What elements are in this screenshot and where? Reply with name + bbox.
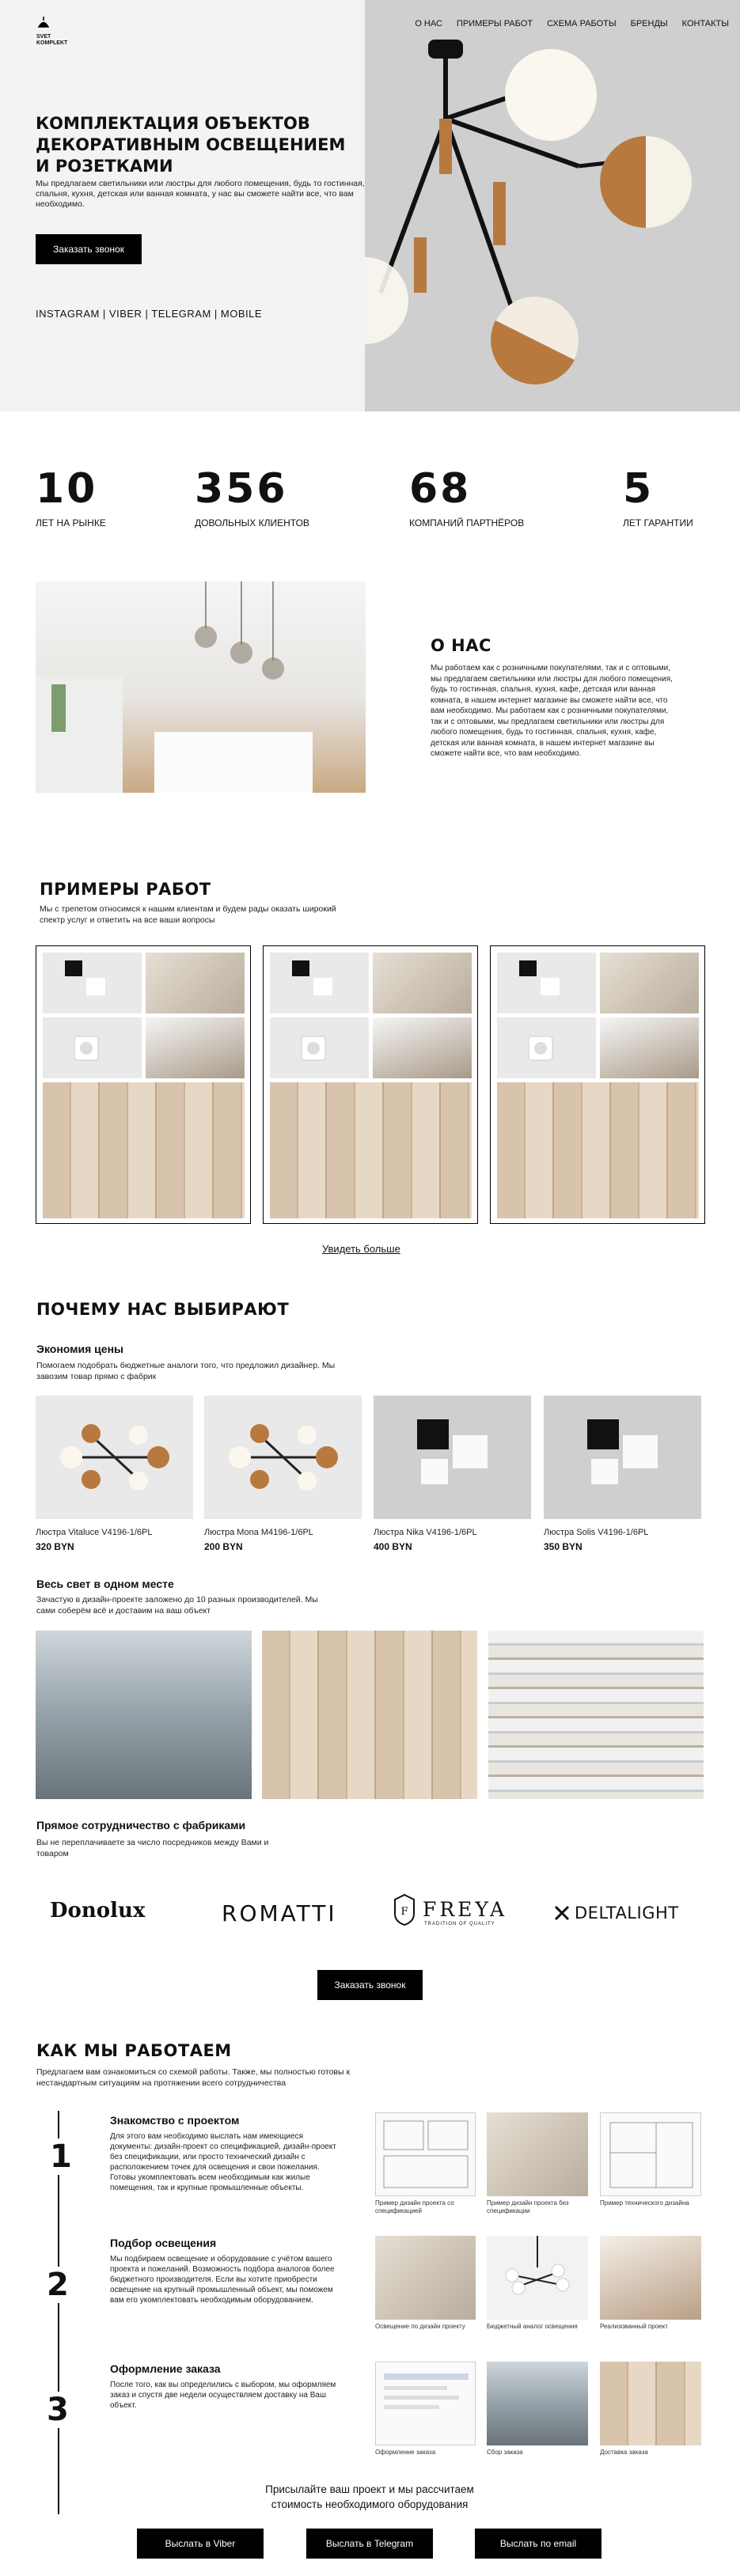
- step-caption: Оформление заказа: [375, 2449, 436, 2456]
- works-title: ПРИМЕРЫ РАБОТ: [40, 880, 211, 899]
- about-image: [36, 581, 366, 793]
- step-image: [375, 2362, 476, 2445]
- product-image[interactable]: [36, 1396, 193, 1519]
- price-text: Помогаем подобрать бюджетные аналоги того, что предложил дизайнер. Мы завозим товар прямо с фабрик: [36, 1361, 336, 1381]
- lamp-logo-icon: [36, 16, 51, 30]
- stat-label: ЛЕТ НА РЫНКЕ: [36, 517, 106, 528]
- step-title: Подбор освещения: [110, 2237, 217, 2249]
- product-price: 320 BYN: [36, 1541, 74, 1552]
- stat-label: ДОВОЛЬНЫХ КЛИЕНТОВ: [195, 517, 309, 528]
- step-number: 1: [50, 2138, 72, 2175]
- stat-label: ЛЕТ ГАРАНТИИ: [623, 517, 693, 528]
- logo[interactable]: [36, 16, 67, 47]
- all-text: Зачастую в дизайн-проекте заложено до 10 разных производителей. Мы сами соберём всё и доставим на ваш объект: [36, 1595, 318, 1616]
- warehouse-image: [36, 1631, 252, 1799]
- viber-button[interactable]: Выслать в Viber: [137, 2529, 264, 2559]
- see-more-link[interactable]: Увидеть больше: [322, 1243, 400, 1255]
- brand-deltalight[interactable]: [554, 1904, 679, 1923]
- why-title: ПОЧЕМУ НАС ВЫБИРАЮТ: [36, 1300, 290, 1319]
- step-caption: Реализованный проект: [600, 2323, 668, 2330]
- step-image: [487, 2362, 588, 2445]
- step-image: [375, 2236, 476, 2320]
- all-title: Весь свет в одном месте: [36, 1578, 174, 1590]
- direct-text: Вы не переплачиваете за число посредников между Вами и товаром: [36, 1838, 269, 1858]
- step-caption: Освещение по дизайн проекту: [375, 2323, 465, 2330]
- stat-number: 356: [195, 465, 288, 513]
- step-caption: Бюджетный аналог освещения: [487, 2323, 578, 2330]
- step-number: 2: [47, 2267, 69, 2303]
- stat-number: 68: [409, 465, 472, 513]
- telegram-button[interactable]: Выслать в Telegram: [306, 2529, 433, 2559]
- how-title: КАК МЫ РАБОТАЕМ: [36, 2041, 232, 2060]
- boxes-image: [262, 1631, 477, 1799]
- deltalight-name: DELTALIGHT: [575, 1904, 679, 1923]
- about-title: О НАС: [431, 636, 491, 655]
- hero-image: [365, 0, 740, 411]
- step-image: [487, 2236, 588, 2320]
- product-name: Люстра Nika V4196-1/6PL: [374, 1528, 477, 1537]
- logo-text-1: SVET: [36, 34, 51, 40]
- nav-scheme[interactable]: СХЕМА РАБОТЫ: [547, 19, 617, 28]
- chandelier-illustration: [365, 0, 740, 411]
- product-image[interactable]: [544, 1396, 701, 1519]
- product-name: Люстра Vitaluce V4196-1/6PL: [36, 1528, 153, 1537]
- works-subtitle: Мы с трепетом относимся к нашим клиентам и будем рады оказать широкий спектр услуг и ответить на все ваши вопросы: [40, 904, 336, 925]
- stat-warranty: [623, 465, 693, 528]
- social-links[interactable]: INSTAGRAM | VIBER | TELEGRAM | MOBILE: [36, 308, 263, 320]
- step-image: [487, 2112, 588, 2196]
- stat-number: 5: [623, 465, 655, 513]
- call-button-2[interactable]: Заказать звонок: [317, 1970, 423, 2000]
- svg-text:F: F: [400, 1906, 408, 1918]
- main-nav: [415, 19, 729, 28]
- step-caption: Пример дизайн проекта без спецификации: [487, 2199, 569, 2214]
- product-price: 200 BYN: [204, 1541, 243, 1552]
- nav-works[interactable]: ПРИМЕРЫ РАБОТ: [456, 19, 533, 28]
- step-image: [600, 2236, 701, 2320]
- nav-contacts[interactable]: КОНТАКТЫ: [681, 19, 729, 28]
- hero-title: КОМПЛЕКТАЦИЯ ОБЪЕКТОВ ДЕКОРАТИВНЫМ ОСВЕЩЕНИЕМ И РОЗЕТКАМИ: [36, 114, 346, 176]
- hero-text: Мы предлагаем светильники или люстры для любого помещения, будь то гостинная, спальня, кухня, детская или ванная комната, у нас вы сможете найти все, что вам необходимо.: [36, 179, 365, 209]
- step-image: [600, 2362, 701, 2445]
- work-card[interactable]: [36, 945, 251, 1224]
- call-button[interactable]: Заказать звонок: [36, 234, 142, 264]
- email-button[interactable]: Выслать по email: [475, 2529, 601, 2559]
- step-number: 3: [47, 2392, 69, 2428]
- nav-brands[interactable]: БРЕНДЫ: [630, 19, 668, 28]
- stat-number: 10: [36, 465, 98, 513]
- deltalight-logo-icon: [554, 1905, 570, 1921]
- how-subtitle: Предлагаем вам ознакомиться со схемой работы. Также, мы полностью готовы к нестандартным ситуациям на протяжении всего сотрудничества: [36, 2067, 351, 2088]
- step-caption: Доставка заказа: [600, 2449, 648, 2456]
- product-image[interactable]: [204, 1396, 362, 1519]
- step-title: Оформление заказа: [110, 2362, 221, 2375]
- contact-text: Присылайте ваш проект и мы рассчитаем стоимость необходимого оборудования: [265, 2483, 474, 2510]
- product-name: Люстра Solis V4196-1/6PL: [544, 1528, 649, 1537]
- step-title: Знакомство с проектом: [110, 2114, 240, 2127]
- freya-tagline: TRADITION OF QUALITY: [424, 1922, 495, 1926]
- work-card[interactable]: [490, 945, 705, 1224]
- nav-about[interactable]: О НАС: [415, 19, 442, 28]
- step-image: [600, 2112, 701, 2196]
- stat-partners: [409, 465, 525, 528]
- stat-clients: [195, 465, 309, 528]
- price-title: Экономия цены: [36, 1343, 123, 1355]
- about-text: Мы работаем как с розничными покупателями, так и с оптовыми, мы предлагаем светильники или люстры для любого помещения, будь то гостинная, спальня, кухня, кафе, детская или ванная комната, в нашем интернет магазине вы сможете найти все, что вам необходимо. Мы работаем как с розничными покупателями, так и с оптовыми, мы предлагаем светильники или люстры для любого помещения, будь то гостинная, спальня, кухня, кафе, детская или ванная комната, в нашем интернет магазине вы сможете найти все, что вам необходимо.: [431, 664, 673, 758]
- step-caption: Сбор заказа: [487, 2449, 523, 2456]
- step-image: [375, 2112, 476, 2196]
- stat-label: КОМПАНИЙ ПАРТНЁРОВ: [409, 517, 525, 528]
- product-price: 400 BYN: [374, 1541, 412, 1552]
- brand-romatti[interactable]: ROMATTI: [222, 1900, 337, 1926]
- product-name: Люстра Mona M4196-1/6PL: [204, 1528, 313, 1537]
- store-image: [488, 1631, 704, 1799]
- product-image[interactable]: [374, 1396, 531, 1519]
- step-text: Мы подбираем освещение и оборудование с учётом вашего проекта и пожеланий. Возможность подбора аналогов более бюджетного производителя. Если вы хотите приобрести освещение на крупный промышленный объект, мы поможем вам его укомплектовать необходимым оборудованием.: [110, 2255, 335, 2305]
- product-price: 350 BYN: [544, 1541, 583, 1552]
- direct-title: Прямое сотрудничество с фабриками: [36, 1819, 246, 1832]
- logo-text-2: KOMPLEKT: [36, 40, 68, 46]
- stat-years: [36, 465, 106, 528]
- freya-crest-icon: [393, 1893, 416, 1926]
- freya-name: FREYA: [423, 1898, 508, 1921]
- hero-section: [0, 0, 740, 411]
- work-card[interactable]: [263, 945, 478, 1224]
- step-text: После того, как вы определились с выбором, мы оформляем заказ и спустя две недели осуществляем доставку на Ваш объект.: [110, 2381, 336, 2410]
- step-caption: Пример технического дизайна: [600, 2199, 689, 2207]
- step-text: Для этого вам необходимо выслать нам имеющиеся документы: дизайн-проект со спецификацией, дизайн-проект без спецификации, или просто технический дизайн с расположением точек для освещения и свои пожелания. Готовы укомплектовать всем необходимым как жилые помещения, так и крупные промышленные объекты.: [110, 2132, 336, 2192]
- step-caption: Пример дизайн проекта со спецификацией: [375, 2199, 454, 2214]
- brand-donolux[interactable]: Donolux: [50, 1899, 146, 1923]
